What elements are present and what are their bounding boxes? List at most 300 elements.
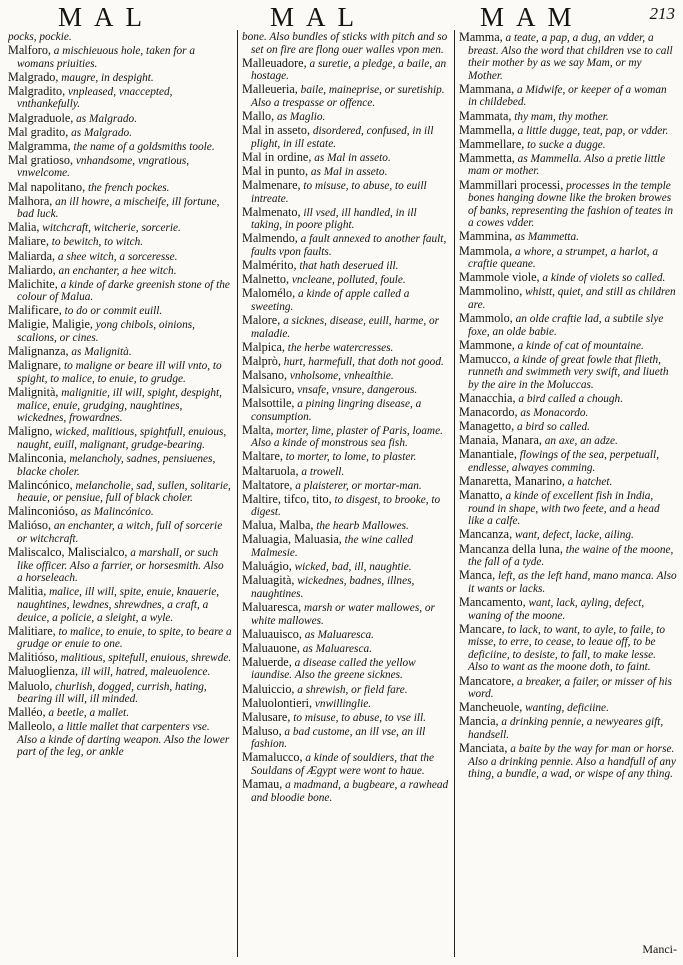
entry-headword: Malsano, <box>242 367 288 382</box>
entry-definition: malice, ill will, spite, enuie, knauerie, naughtines, lewdnes, shrewdnes, a craft, a deuice, a policie, a sleight, a wyle. <box>17 586 220 624</box>
entry-definition: that hath deserued ill. <box>296 260 399 273</box>
dictionary-entry <box>242 355 450 369</box>
dictionary-entry <box>8 680 232 706</box>
dictionary-entry <box>242 519 450 533</box>
dictionary-entry <box>8 505 232 519</box>
entry-headword: Maluolo, <box>8 678 53 693</box>
dictionary-entry <box>8 278 232 304</box>
dictionary-entry <box>8 85 232 111</box>
entry-definition: to do or commit euill. <box>61 305 163 318</box>
dictionary-entry <box>8 625 232 651</box>
dictionary-entry <box>459 701 677 715</box>
entry-definition: as Maluaresca. <box>301 628 374 641</box>
entry-headword: Mamau, <box>242 777 283 792</box>
header-center-headword: MAL <box>270 2 366 32</box>
entry-headword: Manacchia, <box>459 391 516 406</box>
entry-headword: Malgraduole, <box>8 110 74 125</box>
entry-headword: Malitiare, <box>8 623 56 638</box>
entry-headword: Maltaruola, <box>242 463 299 478</box>
entry-definition: a bird so called. <box>514 421 591 434</box>
dictionary-entry <box>8 44 232 70</box>
dictionary-entry <box>8 126 232 140</box>
dictionary-entry <box>242 314 450 340</box>
entry-headword: Maluagità, <box>242 573 295 588</box>
entry-definition: baile, maineprise, or suretiship. Also a trespasse or offence. <box>251 84 445 109</box>
dictionary-entry <box>242 83 450 109</box>
entry-definition: an axe, an adze. <box>541 435 618 448</box>
entry-headword: Malmenato, <box>242 204 301 219</box>
column-left <box>8 31 232 956</box>
entry-definition: yong chibols, oinions, scalions, or cines. <box>17 319 195 345</box>
entry-headword: Malomélo, <box>242 286 296 301</box>
entry-headword: Malióso, <box>8 518 51 533</box>
entry-headword: Mancamento, <box>459 594 526 609</box>
entry-headword: Mal in punto, <box>242 163 309 178</box>
dictionary-entry <box>8 452 232 478</box>
dictionary-entry <box>8 386 232 425</box>
entry-definition: to disgest, to brooke, to digest. <box>251 493 441 519</box>
entry-headword: Malinconia, <box>8 450 67 465</box>
entry-headword: Malsicuro, <box>242 381 295 396</box>
dictionary-entry <box>242 287 450 313</box>
dictionary-entry <box>459 406 677 420</box>
dictionary-entry <box>242 179 450 205</box>
column-right <box>459 31 677 956</box>
dictionary-entry <box>459 392 677 406</box>
entry-definition: as Maluaresca. <box>299 642 372 655</box>
dictionary-entry <box>242 533 450 559</box>
entry-headword: Mamucco, <box>459 351 511 366</box>
entry-definition: thy mam, thy mother. <box>511 110 609 123</box>
dictionary-entry <box>8 359 232 385</box>
dictionary-entry <box>459 489 677 528</box>
dictionary-entry <box>459 742 677 781</box>
dictionary-entry <box>242 628 450 642</box>
entry-headword: Mammellare, <box>459 136 525 151</box>
entry-headword: Mancatore, <box>459 673 515 688</box>
dictionary-entry <box>242 165 450 179</box>
dictionary-entry <box>8 720 232 759</box>
entry-definition: vnholsome, vnhealthie. <box>287 369 394 382</box>
entry-definition: as Mammella. Also a pretie little mam or mother. <box>468 152 666 178</box>
entry-headword: Maltire, tifco, tito, <box>242 491 332 506</box>
entry-definition: churlish, dogged, currish, hating, bearing ill will, ill minded. <box>17 680 207 706</box>
entry-definition: to morter, to lome, to plaster. <box>282 451 417 464</box>
entry-definition: a marshall, or such like officer. Also a farrier, or horsesmith. Also a horseleach. <box>17 547 224 585</box>
entry-headword: Malsottile, <box>242 396 295 411</box>
dictionary-entry <box>8 665 232 679</box>
entry-definition: to malice, to enuie, to spite, to beare a grudge or enuie to one. <box>17 625 232 651</box>
entry-definition: malitious, spitefull, enuious, shrewde. <box>57 652 232 665</box>
entry-definition: whistt, quiet, and still as children are. <box>468 286 676 311</box>
dictionary-entry <box>242 31 450 56</box>
entry-definition: a kinde of great fowle that flieth, runneth and swimmeth very swift, and liueth by the aire in the Moluccas. <box>468 353 669 391</box>
entry-definition: marsh or water mallowes, or white mallowes. <box>251 601 435 627</box>
header-left-headword: MAL <box>58 2 154 32</box>
entry-headword: Malignare, <box>8 358 62 373</box>
dictionary-entry <box>242 369 450 383</box>
entry-headword: Mal in ordine, <box>242 149 312 164</box>
dictionary-entry <box>459 285 677 311</box>
entry-definition: morter, lime, plaster of Paris, loame. Also a kinde of monstrous sea fish. <box>251 424 443 450</box>
column-divider-left <box>237 30 238 957</box>
entry-definition: the french pockes. <box>85 181 170 194</box>
entry-headword: Manacordo, <box>459 405 518 420</box>
entry-headword: Malgradito, <box>8 83 66 98</box>
dictionary-entry <box>8 250 232 264</box>
entry-headword: Maluauisco, <box>242 626 302 641</box>
entry-definition: a disease called the yellow iaundise. Also the greene sicknes. <box>251 656 416 682</box>
entry-definition: as Maglio. <box>274 111 326 124</box>
dictionary-entry <box>459 434 677 448</box>
entry-definition: a madmand, a bugbeare, a rawhead and bloodie bone. <box>251 779 449 804</box>
entry-definition: a fault annexed to another fault, faults vpon faults. <box>251 233 447 258</box>
entry-headword: Mammetta, <box>459 150 515 165</box>
entry-definition: a little dugge, teat, pap, or vdder. <box>514 124 669 137</box>
entry-headword: Malpica, <box>242 339 285 354</box>
entry-headword: Mancanza, <box>459 527 513 542</box>
dictionary-entry <box>459 339 677 353</box>
running-header <box>0 0 683 30</box>
entry-headword: Maluagia, Maluasia, <box>242 532 342 547</box>
entry-headword: Maliarda, <box>8 248 56 263</box>
dictionary-entry <box>8 264 232 278</box>
dictionary-entry <box>8 318 232 344</box>
entry-headword: Maltatore, <box>242 477 293 492</box>
entry-headword: Malhora, <box>8 193 53 208</box>
entry-definition: vnpleased, vnaccepted, vnthankefully. <box>17 85 173 111</box>
entry-definition: wicked, malitious, spightfull, enuious, naught, euill, malignant, grudge-bearing. <box>17 426 227 451</box>
entry-definition: to misuse, to abuse, to euill intreate. <box>251 180 427 205</box>
dictionary-entry <box>459 715 677 741</box>
entry-definition: hurt, harmefull, that doth not good. <box>280 355 444 368</box>
entry-definition: a shrewish, or field fare. <box>294 683 408 696</box>
entry-definition: vnwillinglie. <box>312 697 372 710</box>
entry-headword: Manaia, Manara, <box>459 433 542 448</box>
dictionary-entry <box>242 560 450 574</box>
entry-headword: Malforo, <box>8 43 51 58</box>
entry-definition: disordered, confused, in ill plight, in ill estate. <box>251 125 434 150</box>
entry-definition: witchcraft, witcherie, sorcerie. <box>39 222 181 235</box>
entry-definition: to sucke a dugge. <box>524 138 606 151</box>
dictionary-entry <box>8 154 232 180</box>
entry-definition: a plaisterer, or mortar-man. <box>292 479 422 492</box>
entry-headword: Mammolo, <box>459 310 513 325</box>
entry-headword: Mallo, <box>242 109 275 124</box>
entry-definition: as Malincónico. <box>78 506 154 519</box>
entry-headword: Mancia, <box>459 714 499 729</box>
dictionary-entry <box>459 230 677 244</box>
entry-definition: to maligne or beare ill will vnto, to spight, to malice, to enuie, to grudge. <box>17 360 222 385</box>
entry-headword: Malichite, <box>8 276 58 291</box>
entry-headword: Malmendo, <box>242 231 298 246</box>
entry-definition: a beetle, a mallet. <box>45 707 130 720</box>
entry-definition: left, as the left hand, mano manca. Also it wants or lacks. <box>468 570 677 595</box>
entry-headword: Mal napolitano, <box>8 179 86 194</box>
entry-headword: Mammana, <box>459 81 515 96</box>
entry-definition: melancholy, sadnes, pensiuenes, blacke choler. <box>17 452 216 478</box>
dictionary-entry <box>8 651 232 665</box>
entry-headword: Malta, <box>242 422 274 437</box>
dictionary-entry <box>8 519 232 545</box>
entry-headword: Malificare, <box>8 303 62 318</box>
entry-headword: Manantiale, <box>459 447 517 462</box>
dictionary-entry <box>242 273 450 287</box>
entry-headword: Malitióso, <box>8 650 58 665</box>
dictionary-entry <box>242 232 450 258</box>
entry-headword: Mamalucco, <box>242 750 303 765</box>
page-number: 213 <box>649 4 675 23</box>
entry-definition: a sicknes, disease, euill, harme, or maladie. <box>251 314 440 340</box>
entry-headword: Malia, <box>8 220 40 235</box>
entry-headword: Malleolo, <box>8 719 56 734</box>
dictionary-entry <box>459 179 677 230</box>
entry-definition: the hearb Mallowes. <box>313 520 409 533</box>
dictionary-entry <box>459 448 677 474</box>
entry-headword: Mal gradito, <box>8 124 69 139</box>
entry-definition: a drinking pennie, a newyeares gift, handsell. <box>468 716 664 741</box>
dictionary-entry <box>459 31 677 82</box>
entry-headword: Malmérito, <box>242 258 297 273</box>
dictionary-entry <box>242 124 450 150</box>
entry-headword: Maluolontieri, <box>242 695 313 710</box>
entry-headword: Malignità, <box>8 384 59 399</box>
entry-headword: Malore, <box>242 312 281 327</box>
dictionary-entry <box>8 479 232 505</box>
dictionary-entry <box>242 57 450 83</box>
entry-headword: Manaretta, Manarino, <box>459 474 565 489</box>
entry-headword: Malincónico, <box>8 477 73 492</box>
entry-definition: wicked, bad, ill, naughtie. <box>291 561 412 574</box>
entry-definition: as Mal in asseto. <box>308 165 388 178</box>
entry-definition: the wine called Malmesie. <box>251 534 414 560</box>
dictionary-entry <box>242 341 450 355</box>
entry-definition: an enchanter, a hee witch. <box>55 264 177 277</box>
entry-definition: a suretie, a pledge, a baile, an hostage. <box>251 57 447 83</box>
entry-headword: Maligie, Maligie, <box>8 317 93 332</box>
entry-headword: Mal gratioso, <box>8 152 73 167</box>
dictionary-entry <box>242 465 450 479</box>
entry-headword: Malprò, <box>242 353 281 368</box>
entry-definition: a teate, a pap, a dug, an vdder, a breast. Also the word that children vse to call their mother by as we say Mam, or my Mother. <box>468 32 673 82</box>
dictionary-entry <box>242 711 450 725</box>
dictionary-entry <box>459 528 677 542</box>
entry-headword: Malgramma, <box>8 138 71 153</box>
dictionary-entry <box>459 152 677 178</box>
entry-definition: wickednes, badnes, illnes, naughtines. <box>251 575 415 600</box>
entry-headword: Maluerde, <box>242 654 292 669</box>
entry-definition: malignitie, ill will, spight, despight, malice, enuie, grudging, naughtines, wickednes, frowardnes. <box>17 386 222 425</box>
entry-headword: Malmenare, <box>242 178 301 193</box>
dictionary-entry <box>8 195 232 221</box>
entry-headword: Malusare, <box>242 709 291 724</box>
entry-headword: Maliscalco, Maliscialco, <box>8 545 128 560</box>
catchword: Manci- <box>642 942 677 956</box>
dictionary-entry <box>459 138 677 152</box>
dictionary-entry <box>459 420 677 434</box>
dictionary-entry <box>8 235 232 249</box>
entry-definition: an olde craftie lad, a subtile slye foxe, an olde babie. <box>468 312 664 338</box>
dictionary-entry <box>8 706 232 720</box>
entry-definition: as Malignità. <box>68 346 132 359</box>
entry-definition: a whore, a strumpet, a harlot, a craftie queane. <box>468 245 658 271</box>
dictionary-entry <box>459 353 677 392</box>
dictionary-entry <box>242 601 450 627</box>
entry-definition: want, defect, lacke, ailing. <box>512 529 634 542</box>
entry-definition: a kinde of violets so called. <box>539 272 666 285</box>
entry-definition: to bewitch, to witch. <box>48 236 144 249</box>
dictionary-entry <box>8 345 232 359</box>
entry-headword: Maluoglienza, <box>8 664 79 679</box>
entry-headword: Mammata, <box>459 108 512 123</box>
entry-headword: Manciata, <box>459 740 508 755</box>
entry-definition: an enchanter, a witch, full of sorcerie or witchcraft. <box>17 520 223 545</box>
entry-definition: a bad custome, an ill vse, an ill fashion. <box>251 725 426 751</box>
entry-headword: Mancanza della luna, <box>459 541 563 556</box>
entry-headword: Mancheuole, <box>459 700 523 715</box>
dictionary-entry <box>242 493 450 519</box>
dictionary-entry <box>459 110 677 124</box>
entry-headword: Mal in asseto, <box>242 123 311 138</box>
entry-definition: as Malgrado. <box>73 112 138 125</box>
dictionary-entry <box>8 31 232 44</box>
entry-definition: a Midwife, or keeper of a woman in childebed. <box>468 83 667 109</box>
entry-definition: ill vsed, ill handled, in ill taking, in poore plight. <box>251 206 417 232</box>
dictionary-entry <box>459 569 677 595</box>
dictionary-entry <box>8 585 232 624</box>
entry-headword: Mancare, <box>459 621 505 636</box>
entry-headword: Mammole viole, <box>459 270 540 285</box>
entry-headword: Malignanza, <box>8 344 69 359</box>
entry-definition: ill will, hatred, maleuolence. <box>78 666 211 679</box>
dictionary-entry <box>242 206 450 232</box>
header-right-headword: MAM <box>480 2 584 32</box>
entry-headword: Malitia, <box>8 584 47 599</box>
dictionary-entry <box>242 110 450 124</box>
dictionary-entry <box>459 675 677 701</box>
entry-headword: Managetto, <box>459 419 515 434</box>
entry-headword: Mammina, <box>459 229 513 244</box>
entry-definition: a kinde of darke greenish stone of the colour of Malua. <box>17 278 230 304</box>
entry-headword: Malinconióso, <box>8 504 79 519</box>
dictionary-entry <box>459 623 677 674</box>
entry-definition: to lack, to want, to ayle, to faile, to misse, to erre, to cease, to leaue off, to be deficiine, to desiste, to fall, to make lesse. Also to want as the moone doth, to faint. <box>468 623 666 674</box>
dictionary-entry <box>242 697 450 711</box>
entry-headword: Mammillari processi, <box>459 177 564 192</box>
entry-headword: Malua, Malba, <box>242 518 314 533</box>
dictionary-entry <box>8 425 232 451</box>
dictionary-entry <box>459 475 677 489</box>
entry-headword: Malleueria, <box>242 82 298 97</box>
entry-definition: vncleane, polluted, foule. <box>289 274 406 287</box>
entry-definition: the herbe watercresses. <box>284 341 394 354</box>
dictionary-entry <box>459 271 677 285</box>
entry-definition: a breaker, a failer, or misser of his word. <box>468 675 672 701</box>
entry-headword: Mammella, <box>459 122 515 137</box>
entry-headword: Mammone, <box>459 337 515 352</box>
entry-headword: Mamma, <box>459 31 503 44</box>
entry-definition: want, lack, ayling, defect, waning of the moone. <box>468 596 645 622</box>
entry-headword: Maluaresca, <box>242 599 302 614</box>
entry-definition: as Malgrado. <box>68 126 132 139</box>
dictionary-entry <box>8 140 232 154</box>
dictionary-entry <box>242 574 450 600</box>
dictionary-entry <box>8 71 232 85</box>
entry-definition: pocks, pockie. <box>8 31 72 43</box>
entry-headword: Mammola, <box>459 243 513 258</box>
entry-headword: Maluauone, <box>242 640 300 655</box>
entry-headword: Manca, <box>459 568 496 583</box>
entry-definition: to misuse, to abuse, to vse ill. <box>290 711 426 724</box>
entry-headword: Maluágio, <box>242 559 292 574</box>
entry-definition: a pining lingring disease, a consumption. <box>251 398 422 423</box>
entry-headword: Maligno, <box>8 424 53 439</box>
dictionary-entry <box>242 479 450 493</box>
entry-headword: Malgrado, <box>8 69 59 84</box>
dictionary-entry <box>459 543 677 569</box>
entry-headword: Malnetto, <box>242 272 290 287</box>
column-divider-right <box>454 30 455 957</box>
dictionary-entry <box>242 397 450 423</box>
column-middle <box>242 31 450 956</box>
entry-headword: Maluiccio, <box>242 681 295 696</box>
dictionary-entry <box>242 751 450 777</box>
dictionary-entry <box>242 424 450 450</box>
dictionary-entry <box>459 312 677 338</box>
entry-definition: bone. Also bundles of sticks with pitch and so set on fire are flong ouer walles vpon men. <box>242 31 448 56</box>
entry-definition: as Mammetta. <box>512 231 579 244</box>
entry-definition: a kinde of excellent fish in India, round in shape, with two feete, and a head like a calfe. <box>468 490 660 528</box>
entry-definition: vnsafe, vnsure, dangerous. <box>294 383 418 396</box>
dictionary-entry <box>242 642 450 656</box>
entry-definition: the name of a goldsmiths toole. <box>70 140 215 153</box>
dictionary-entry <box>459 83 677 109</box>
entry-definition: a hatchet. <box>564 476 613 489</box>
entry-definition: the waine of the moone, the fall of a tyde. <box>468 543 674 569</box>
entry-definition: as Mal in asseto. <box>311 151 391 164</box>
entry-definition: melancholie, sad, sullen, solitarie, heauie, or pensiue, full of black choler. <box>17 479 231 505</box>
dictionary-entry <box>242 656 450 682</box>
entry-headword: Maltare, <box>242 449 283 464</box>
entry-headword: Malléo, <box>8 705 46 720</box>
dictionary-entry <box>8 112 232 126</box>
entry-definition: a little mallet that carpenters vse. Also a kinde of darting weapon. Also the lower part of the leg, or ankle <box>17 721 230 759</box>
dictionary-entry <box>242 725 450 751</box>
entry-definition: a trowell. <box>298 465 345 478</box>
entry-definition: processes in the temple bones hanging downe like the broken browes of banks, representing the fashion of teates in a cowes vdder. <box>468 179 673 230</box>
dictionary-entry <box>8 546 232 585</box>
dictionary-entry <box>8 181 232 195</box>
entry-headword: Malleuadore, <box>242 55 307 70</box>
entry-definition: a shee witch, a sorceresse. <box>55 250 178 263</box>
entry-headword: Manatto, <box>459 488 503 503</box>
dictionary-entry <box>8 304 232 318</box>
dictionary-entry <box>242 151 450 165</box>
entry-definition: vnhandsome, vngratious, vnwelcome. <box>17 154 190 180</box>
entry-definition: maugre, in despight. <box>58 71 154 84</box>
entry-definition: a kinde of cat of mountaine. <box>514 339 644 352</box>
entry-definition: a baite by the way for man or horse. Also a drinking pennie. Also a handfull of any thing, a bundle, a wad, or wispe of any thing. <box>468 742 676 781</box>
dictionary-entry <box>8 221 232 235</box>
entry-definition: flowings of the sea, perpetuall, endlesse, alwayes comming. <box>468 449 660 474</box>
dictionary-entry <box>459 245 677 271</box>
entry-definition: as Monacordo. <box>517 407 589 420</box>
entry-headword: Mammolino, <box>459 284 523 299</box>
entry-definition: a mischieuous hole, taken for a womans priuities. <box>17 45 195 70</box>
entry-headword: Maliare, <box>8 234 49 249</box>
dictionary-entry <box>242 778 450 804</box>
dictionary-entry <box>242 450 450 464</box>
